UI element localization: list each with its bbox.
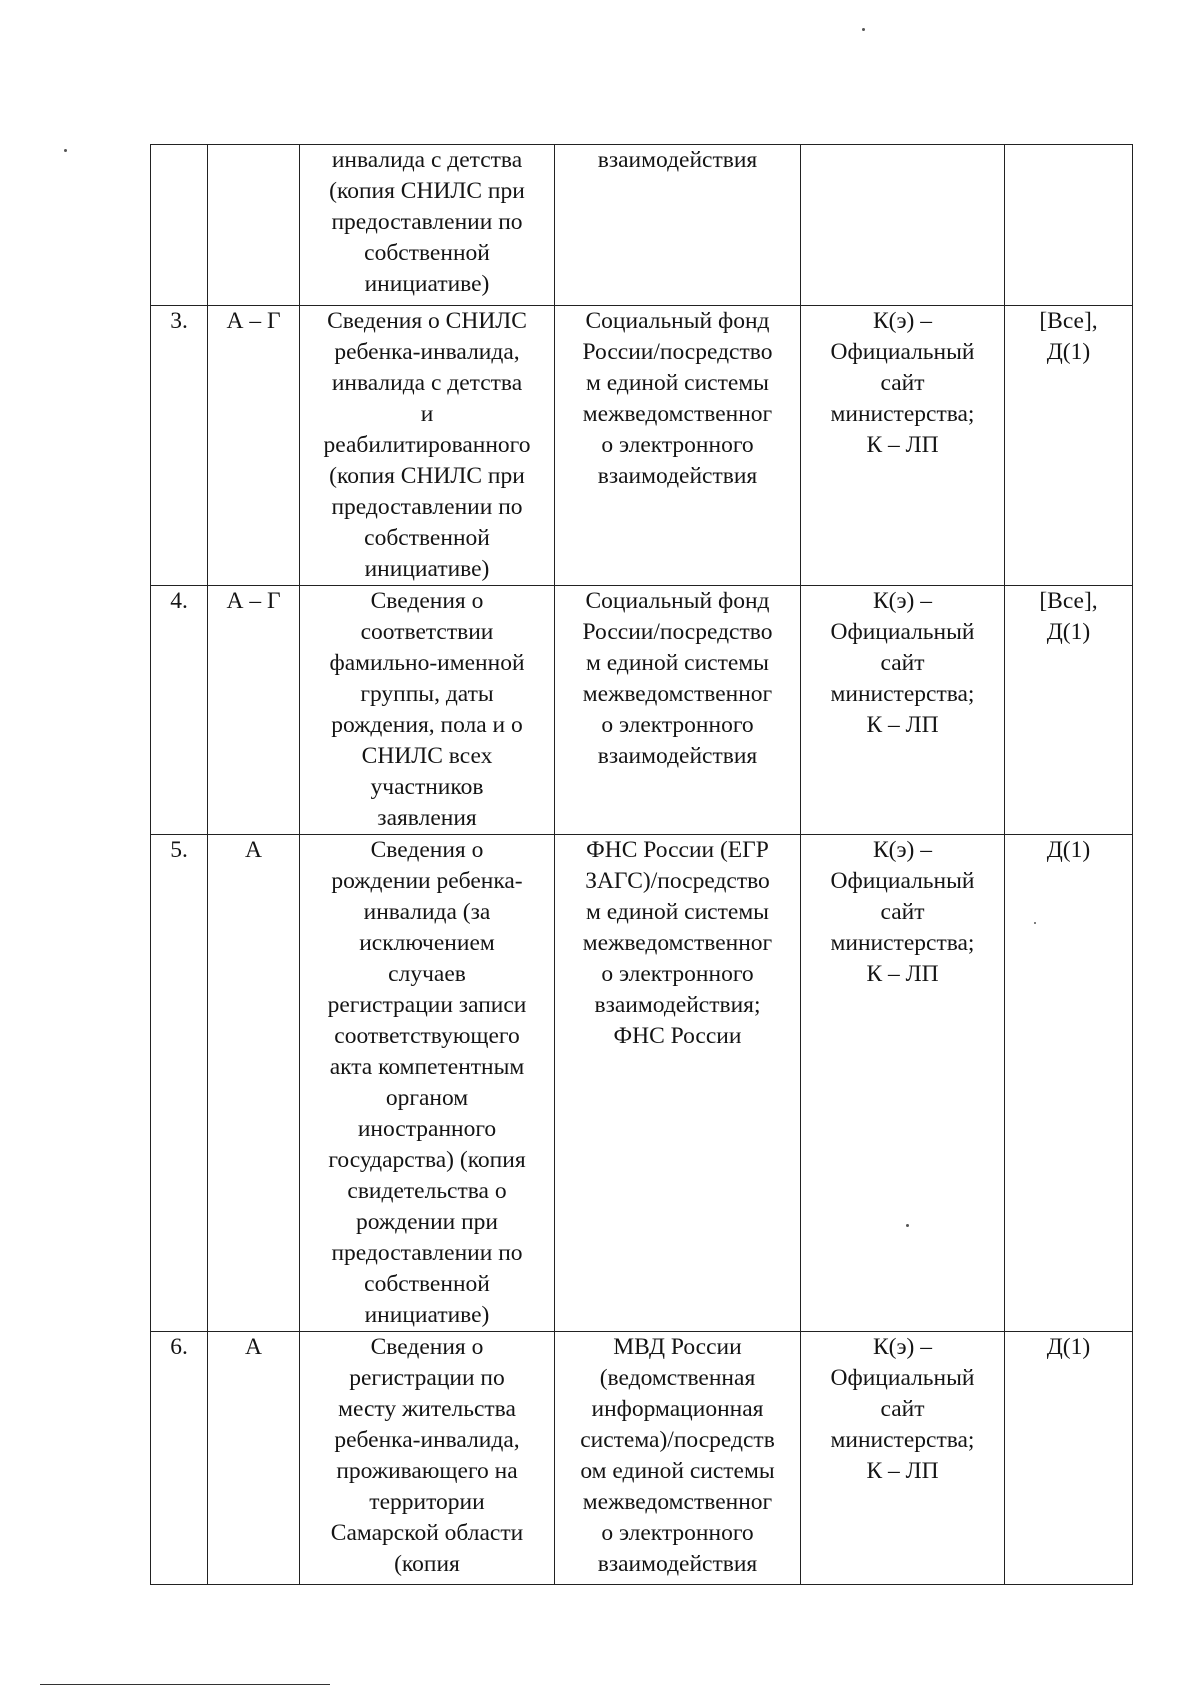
source-cell: взаимодействия [555, 145, 801, 306]
row-number-cell: 3. [151, 306, 208, 586]
row-number-cell [151, 145, 208, 306]
note-cell [1005, 145, 1133, 306]
document-cell: Сведения о рождении ребенка- инвалида (за исключением случаев регистрации записи соответствующего акта компетентным органом иностранного государства) (копия свидетельства о рождении при предоставлении по собственной инициативе) [300, 835, 555, 1332]
row-number-cell: 5. [151, 835, 208, 1332]
note-cell: [Все], Д(1) [1005, 586, 1133, 835]
method-cell: К(э) – Официальный сайт министерства; К – ЛП [801, 586, 1005, 835]
footnote-separator [40, 1684, 330, 1685]
method-cell: К(э) – Официальный сайт министерства; К – ЛП [801, 1332, 1005, 1585]
source-cell: ФНС России (ЕГР ЗАГС)/посредство м единой системы межведомственног о электронного взаимодействия; ФНС России [555, 835, 801, 1332]
document-cell: Сведения о соответствии фамильно-именной группы, даты рождения, пола и о СНИЛС всех участников заявления [300, 586, 555, 835]
category-cell: А – Г [208, 306, 300, 586]
category-cell [208, 145, 300, 306]
table-row [151, 306, 1133, 586]
table-row [151, 586, 1133, 835]
category-cell: А [208, 835, 300, 1332]
table-row [151, 1332, 1133, 1585]
source-cell: Социальный фонд России/посредство м единой системы межведомственног о электронного взаимодействия [555, 306, 801, 586]
document-cell: Сведения о регистрации по месту жительства ребенка-инвалида, проживающего на территории Самарской области (копия [300, 1332, 555, 1585]
category-cell: А – Г [208, 586, 300, 835]
table-row [151, 835, 1133, 1332]
scan-speck [862, 28, 865, 31]
row-number-cell: 6. [151, 1332, 208, 1585]
method-cell [801, 145, 1005, 306]
document-table [150, 144, 1133, 1585]
source-cell: Социальный фонд России/посредство м единой системы межведомственног о электронного взаимодействия [555, 586, 801, 835]
document-cell: инвалида с детства (копия СНИЛС при предоставлении по собственной инициативе) [300, 145, 555, 306]
note-cell: [Все], Д(1) [1005, 306, 1133, 586]
document-cell: Сведения о СНИЛС ребенка-инвалида, инвалида с детства и реабилитированного (копия СНИЛС при предоставлении по собственной инициативе) [300, 306, 555, 586]
category-cell: А [208, 1332, 300, 1585]
table-row [151, 145, 1133, 306]
row-number-cell: 4. [151, 586, 208, 835]
source-cell: МВД России (ведомственная информационная система)/посредств ом единой системы межведомственног о электронного взаимодействия [555, 1332, 801, 1585]
scan-speck [64, 149, 67, 152]
method-cell: К(э) – Официальный сайт министерства; К – ЛП [801, 835, 1005, 1332]
method-cell: К(э) – Официальный сайт министерства; К – ЛП [801, 306, 1005, 586]
note-cell: Д(1) [1005, 1332, 1133, 1585]
note-cell: Д(1) [1005, 835, 1133, 1332]
